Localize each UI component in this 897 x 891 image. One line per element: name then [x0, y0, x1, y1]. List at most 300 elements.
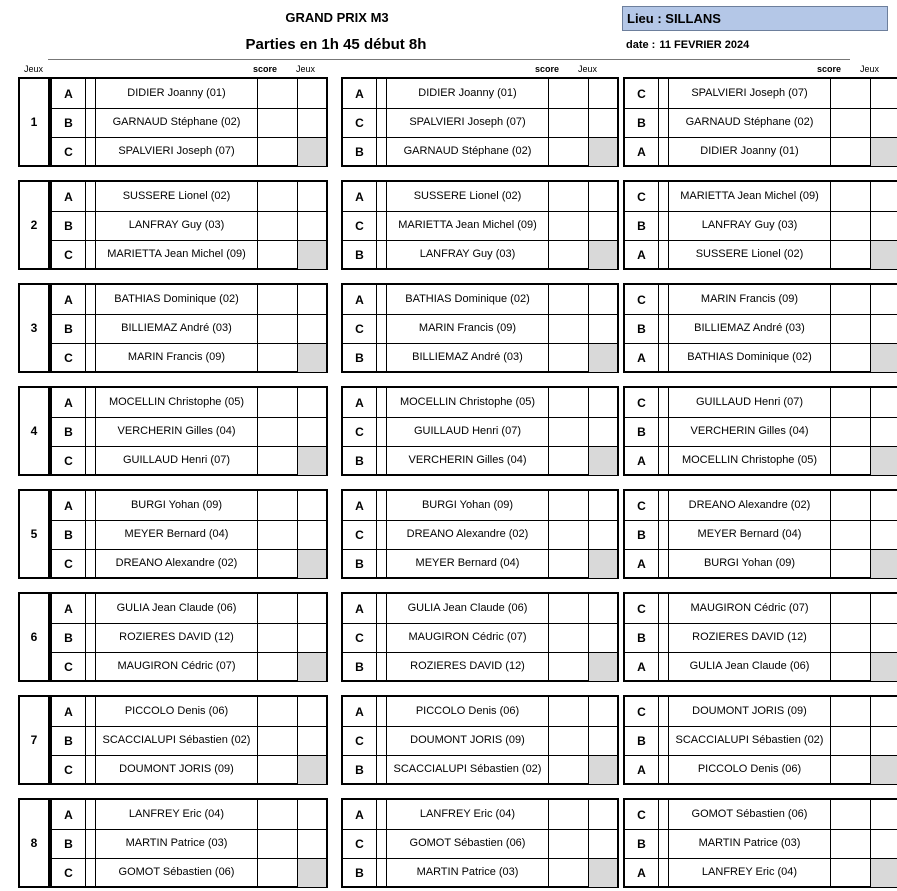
spacer-cell — [377, 829, 387, 858]
spacer-cell — [659, 520, 669, 549]
player-letter: C — [52, 240, 86, 269]
score-cell[interactable] — [258, 388, 298, 417]
score-cell[interactable] — [831, 446, 871, 475]
jeux-cell[interactable] — [871, 211, 897, 240]
player-name: GUILLAUD Henri (07) — [387, 417, 549, 446]
spacer-cell — [86, 446, 96, 475]
player-name: LANFREY Eric (04) — [669, 858, 831, 887]
score-cell[interactable] — [549, 520, 589, 549]
match-table — [623, 489, 897, 579]
jeux-cell — [871, 755, 897, 784]
player-row — [52, 343, 326, 372]
spacer-cell — [659, 285, 669, 314]
score-cell[interactable] — [258, 594, 298, 623]
score-cell[interactable] — [831, 182, 871, 211]
score-cell[interactable] — [831, 520, 871, 549]
player-row — [343, 697, 617, 727]
match-table — [623, 798, 897, 888]
score-cell[interactable] — [258, 182, 298, 211]
score-cell[interactable] — [831, 697, 871, 726]
score-cell[interactable] — [549, 491, 589, 520]
player-name: MARIN Francis (09) — [669, 285, 831, 314]
player-name: PICCOLO Denis (06) — [669, 755, 831, 784]
jeux-cell[interactable] — [298, 800, 326, 829]
score-cell[interactable] — [831, 623, 871, 652]
jeux-cell[interactable] — [871, 285, 897, 314]
player-letter: C — [343, 520, 377, 549]
player-letter: B — [52, 417, 86, 446]
player-row — [343, 79, 617, 109]
jeux-cell — [298, 137, 326, 166]
player-letter: B — [343, 549, 377, 578]
score-cell[interactable] — [549, 240, 589, 269]
player-letter: C — [52, 549, 86, 578]
player-row — [343, 726, 617, 756]
jeux-cell[interactable] — [589, 623, 617, 652]
player-row — [52, 388, 326, 418]
score-cell[interactable] — [549, 211, 589, 240]
jeux-cell[interactable] — [298, 623, 326, 652]
score-cell[interactable] — [258, 108, 298, 137]
player-row — [625, 182, 897, 212]
player-name: GUILLAUD Henri (07) — [669, 388, 831, 417]
jeux-cell[interactable] — [589, 520, 617, 549]
jeux-cell[interactable] — [589, 594, 617, 623]
jeux-cell[interactable] — [589, 314, 617, 343]
jeux-cell[interactable] — [298, 285, 326, 314]
spacer-cell — [659, 417, 669, 446]
score-cell[interactable] — [258, 417, 298, 446]
score-cell[interactable] — [258, 829, 298, 858]
player-name: BURGI Yohan (09) — [669, 549, 831, 578]
score-cell[interactable] — [258, 652, 298, 681]
jeux-cell[interactable] — [589, 726, 617, 755]
jeux-cell[interactable] — [298, 520, 326, 549]
jeux-cell — [298, 858, 326, 887]
spacer-cell — [659, 343, 669, 372]
player-row — [625, 549, 897, 578]
score-cell[interactable] — [549, 108, 589, 137]
spacer-cell — [659, 240, 669, 269]
player-row — [52, 211, 326, 241]
player-letter: B — [52, 623, 86, 652]
score-cell[interactable] — [549, 137, 589, 166]
jeux-cell[interactable] — [871, 829, 897, 858]
round-number: 5 — [18, 489, 50, 579]
jeux-cell[interactable] — [871, 314, 897, 343]
player-name: DREANO Alexandre (02) — [387, 520, 549, 549]
spacer-cell — [377, 182, 387, 211]
spacer-cell — [86, 755, 96, 784]
spacer-cell — [659, 314, 669, 343]
jeux-cell — [871, 446, 897, 475]
player-letter: C — [625, 182, 659, 211]
score-cell[interactable] — [258, 137, 298, 166]
player-name: DOUMONT JORIS (09) — [96, 755, 258, 784]
player-name: VERCHERIN Gilles (04) — [387, 446, 549, 475]
player-name: GOMOT Sébastien (06) — [96, 858, 258, 887]
score-cell[interactable] — [549, 623, 589, 652]
player-row — [625, 726, 897, 756]
player-name: MEYER Bernard (04) — [669, 520, 831, 549]
spacer-cell — [377, 137, 387, 166]
jeux-cell[interactable] — [298, 697, 326, 726]
player-row — [625, 652, 897, 681]
player-row — [52, 858, 326, 887]
jeux-cell[interactable] — [298, 182, 326, 211]
player-letter: A — [343, 79, 377, 108]
player-letter: C — [52, 343, 86, 372]
jeux-cell[interactable] — [589, 388, 617, 417]
player-letter: A — [343, 800, 377, 829]
spacer-cell — [86, 108, 96, 137]
player-letter: B — [52, 314, 86, 343]
round-group — [18, 695, 892, 785]
spacer-cell — [659, 623, 669, 652]
score-cell[interactable] — [549, 182, 589, 211]
player-row — [52, 491, 326, 521]
spacer-cell — [86, 829, 96, 858]
spacer-cell — [377, 800, 387, 829]
jeux-cell[interactable] — [298, 211, 326, 240]
jeux-cell[interactable] — [871, 726, 897, 755]
jeux-cell[interactable] — [589, 108, 617, 137]
player-name: PICCOLO Denis (06) — [387, 697, 549, 726]
spacer-cell — [377, 491, 387, 520]
jeux-cell[interactable] — [589, 79, 617, 108]
score-cell[interactable] — [549, 800, 589, 829]
spacer-cell — [377, 549, 387, 578]
player-name: MOCELLIN Christophe (05) — [96, 388, 258, 417]
score-cell[interactable] — [549, 417, 589, 446]
spacer-cell — [86, 417, 96, 446]
player-name: SUSSERE Lionel (02) — [387, 182, 549, 211]
jeux-cell[interactable] — [298, 314, 326, 343]
player-name: MAUGIRON Cédric (07) — [96, 652, 258, 681]
player-name: MAUGIRON Cédric (07) — [669, 594, 831, 623]
spacer-cell — [659, 829, 669, 858]
player-name: BILLIEMAZ André (03) — [669, 314, 831, 343]
jeux-cell — [298, 652, 326, 681]
score-cell[interactable] — [831, 79, 871, 108]
score-cell[interactable] — [549, 858, 589, 887]
jeux-cell[interactable] — [871, 520, 897, 549]
jeux-cell — [589, 343, 617, 372]
player-row — [343, 652, 617, 681]
spacer-cell — [659, 108, 669, 137]
score-cell[interactable] — [258, 623, 298, 652]
player-name: MEYER Bernard (04) — [96, 520, 258, 549]
jeux-cell[interactable] — [298, 829, 326, 858]
spacer-cell — [86, 388, 96, 417]
score-cell[interactable] — [258, 211, 298, 240]
spacer-cell — [86, 594, 96, 623]
player-row — [52, 697, 326, 727]
player-row — [625, 211, 897, 241]
spacer-cell — [377, 343, 387, 372]
player-name: PICCOLO Denis (06) — [96, 697, 258, 726]
jeux-cell[interactable] — [298, 726, 326, 755]
match-table — [50, 386, 328, 476]
player-row — [343, 285, 617, 315]
score-cell[interactable] — [831, 240, 871, 269]
jeux-cell[interactable] — [298, 388, 326, 417]
score-cell[interactable] — [549, 726, 589, 755]
player-row — [343, 388, 617, 418]
player-letter: B — [343, 755, 377, 784]
jeux-cell[interactable] — [871, 594, 897, 623]
spacer-cell — [659, 697, 669, 726]
score-cell[interactable] — [831, 108, 871, 137]
score-cell[interactable] — [258, 858, 298, 887]
jeux-cell — [589, 858, 617, 887]
score-cell[interactable] — [831, 652, 871, 681]
spacer-cell — [86, 697, 96, 726]
player-row — [343, 314, 617, 344]
match-table — [341, 77, 619, 167]
player-row — [343, 594, 617, 624]
score-cell[interactable] — [549, 549, 589, 578]
jeux-cell[interactable] — [871, 182, 897, 211]
jeux-cell[interactable] — [589, 697, 617, 726]
spacer-cell — [86, 491, 96, 520]
score-cell[interactable] — [549, 343, 589, 372]
player-name: SUSSERE Lionel (02) — [669, 240, 831, 269]
score-cell[interactable] — [831, 137, 871, 166]
player-letter: C — [52, 858, 86, 887]
score-cell[interactable] — [831, 800, 871, 829]
player-name: LANFRAY Guy (03) — [96, 211, 258, 240]
header-divider — [48, 59, 850, 60]
player-name: BURGI Yohan (09) — [387, 491, 549, 520]
date-label: date : — [626, 39, 656, 51]
player-name: BILLIEMAZ André (03) — [96, 314, 258, 343]
spacer-cell — [377, 388, 387, 417]
player-row — [343, 417, 617, 447]
match-table — [341, 386, 619, 476]
player-row — [52, 417, 326, 447]
spacer-cell — [659, 594, 669, 623]
jeux-cell[interactable] — [298, 79, 326, 108]
score-cell[interactable] — [831, 314, 871, 343]
round-group — [18, 386, 892, 476]
score-cell[interactable] — [831, 594, 871, 623]
jeux-cell — [298, 549, 326, 578]
player-name: GOMOT Sébastien (06) — [669, 800, 831, 829]
column-header-jeux: Jeux — [296, 64, 316, 74]
player-name: SPALVIERI Joseph (07) — [669, 79, 831, 108]
score-cell[interactable] — [549, 829, 589, 858]
player-name: ROZIERES DAVID (12) — [387, 652, 549, 681]
player-letter: A — [52, 79, 86, 108]
player-row — [343, 108, 617, 138]
score-cell[interactable] — [831, 491, 871, 520]
player-row — [625, 240, 897, 269]
player-name: GULIA Jean Claude (06) — [669, 652, 831, 681]
player-row — [52, 623, 326, 653]
score-cell[interactable] — [831, 858, 871, 887]
jeux-cell[interactable] — [298, 491, 326, 520]
player-row — [52, 726, 326, 756]
spacer-cell — [659, 755, 669, 784]
match-table — [50, 180, 328, 270]
score-cell[interactable] — [549, 285, 589, 314]
player-name: GARNAUD Stéphane (02) — [96, 108, 258, 137]
score-cell[interactable] — [831, 417, 871, 446]
player-name: GUILLAUD Henri (07) — [96, 446, 258, 475]
column-header-score: score — [535, 64, 560, 74]
player-letter: C — [625, 491, 659, 520]
player-letter: A — [343, 182, 377, 211]
jeux-cell[interactable] — [871, 108, 897, 137]
score-cell[interactable] — [549, 446, 589, 475]
score-cell[interactable] — [258, 549, 298, 578]
score-cell[interactable] — [549, 314, 589, 343]
round-number: 6 — [18, 592, 50, 682]
player-letter: B — [343, 858, 377, 887]
spacer-cell — [659, 726, 669, 755]
jeux-cell[interactable] — [589, 800, 617, 829]
player-name: SUSSERE Lionel (02) — [96, 182, 258, 211]
spacer-cell — [86, 211, 96, 240]
score-cell[interactable] — [258, 314, 298, 343]
spacer-cell — [86, 285, 96, 314]
player-name: DREANO Alexandre (02) — [669, 491, 831, 520]
jeux-cell[interactable] — [871, 491, 897, 520]
player-row — [625, 108, 897, 138]
score-cell[interactable] — [831, 726, 871, 755]
score-cell[interactable] — [258, 79, 298, 108]
player-letter: B — [625, 726, 659, 755]
player-row — [625, 623, 897, 653]
jeux-cell[interactable] — [589, 417, 617, 446]
score-cell[interactable] — [258, 755, 298, 784]
jeux-cell[interactable] — [589, 491, 617, 520]
player-row — [625, 491, 897, 521]
jeux-cell — [871, 240, 897, 269]
score-cell[interactable] — [258, 240, 298, 269]
score-cell[interactable] — [549, 388, 589, 417]
match-table — [50, 489, 328, 579]
score-cell[interactable] — [549, 594, 589, 623]
jeux-cell[interactable] — [589, 211, 617, 240]
player-name: DOUMONT JORIS (09) — [669, 697, 831, 726]
player-name: GULIA Jean Claude (06) — [96, 594, 258, 623]
score-cell[interactable] — [258, 697, 298, 726]
spacer-cell — [659, 652, 669, 681]
player-letter: A — [625, 240, 659, 269]
round-group — [18, 592, 892, 682]
player-row — [625, 79, 897, 109]
jeux-cell[interactable] — [589, 285, 617, 314]
round-group — [18, 798, 892, 888]
match-table — [50, 798, 328, 888]
player-name: LANFRAY Guy (03) — [669, 211, 831, 240]
jeux-cell — [298, 755, 326, 784]
jeux-cell — [589, 549, 617, 578]
jeux-cell[interactable] — [298, 108, 326, 137]
player-letter: B — [343, 446, 377, 475]
player-letter: C — [52, 652, 86, 681]
player-name: MARIETTA Jean Michel (09) — [669, 182, 831, 211]
match-table — [623, 695, 897, 785]
player-letter: A — [343, 697, 377, 726]
player-name: SCACCIALUPI Sébastien (02) — [96, 726, 258, 755]
score-cell[interactable] — [831, 829, 871, 858]
jeux-cell[interactable] — [871, 388, 897, 417]
score-cell[interactable] — [258, 285, 298, 314]
player-letter: A — [343, 388, 377, 417]
score-cell[interactable] — [831, 755, 871, 784]
spacer-cell — [659, 446, 669, 475]
player-name: MAUGIRON Cédric (07) — [387, 623, 549, 652]
score-cell[interactable] — [258, 446, 298, 475]
player-row — [52, 314, 326, 344]
score-cell[interactable] — [549, 79, 589, 108]
player-name: GARNAUD Stéphane (02) — [669, 108, 831, 137]
player-letter: A — [343, 594, 377, 623]
score-cell[interactable] — [549, 755, 589, 784]
jeux-cell[interactable] — [871, 800, 897, 829]
player-row — [625, 343, 897, 372]
jeux-cell[interactable] — [871, 697, 897, 726]
player-row — [343, 520, 617, 550]
spacer-cell — [659, 491, 669, 520]
player-row — [343, 343, 617, 372]
spacer-cell — [86, 137, 96, 166]
jeux-cell[interactable] — [871, 417, 897, 446]
jeux-cell[interactable] — [589, 182, 617, 211]
spacer-cell — [377, 594, 387, 623]
player-name: MARIN Francis (09) — [96, 343, 258, 372]
player-name: DREANO Alexandre (02) — [96, 549, 258, 578]
jeux-cell[interactable] — [871, 79, 897, 108]
round-number: 3 — [18, 283, 50, 373]
score-cell[interactable] — [831, 549, 871, 578]
score-cell[interactable] — [831, 285, 871, 314]
player-name: MARTIN Patrice (03) — [96, 829, 258, 858]
player-name: ROZIERES DAVID (12) — [669, 623, 831, 652]
round-group — [18, 77, 892, 167]
jeux-cell[interactable] — [871, 623, 897, 652]
jeux-cell[interactable] — [589, 829, 617, 858]
spacer-cell — [377, 520, 387, 549]
match-table — [341, 695, 619, 785]
jeux-cell — [298, 240, 326, 269]
score-cell[interactable] — [831, 211, 871, 240]
player-name: MARTIN Patrice (03) — [387, 858, 549, 887]
player-row — [52, 520, 326, 550]
match-table — [50, 592, 328, 682]
score-cell[interactable] — [258, 726, 298, 755]
player-name: SPALVIERI Joseph (07) — [96, 137, 258, 166]
score-cell[interactable] — [258, 520, 298, 549]
player-name: VERCHERIN Gilles (04) — [96, 417, 258, 446]
score-cell[interactable] — [831, 388, 871, 417]
spacer-cell — [659, 79, 669, 108]
jeux-cell[interactable] — [298, 417, 326, 446]
jeux-cell[interactable] — [298, 594, 326, 623]
player-letter: C — [343, 623, 377, 652]
player-letter: B — [52, 520, 86, 549]
page-subtitle: Parties en 1h 45 début 8h — [245, 36, 427, 53]
score-cell[interactable] — [258, 343, 298, 372]
score-cell[interactable] — [258, 491, 298, 520]
score-cell[interactable] — [549, 652, 589, 681]
score-cell[interactable] — [549, 697, 589, 726]
score-cell[interactable] — [258, 800, 298, 829]
score-cell[interactable] — [831, 343, 871, 372]
